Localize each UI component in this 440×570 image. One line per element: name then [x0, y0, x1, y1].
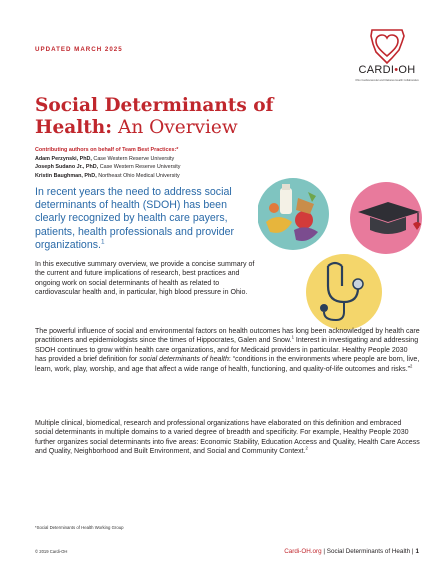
contributor-row: Kristin Baughman, PhD, Northeast Ohio Medical University: [35, 172, 180, 179]
paragraph-2: The powerful influence of social and environmental factors on health outcomes has long been acknowledged by health care practitioners and epidemiologists since the times of Hippocrates, Galen and Snow.$^1$ Interest in investigating and addressing SDOH continues to grow within health care organizations, and for Medicaid providers in particular. Healthy People 2030 has provided a brief definition for social determinants of health: “conditions in the environments where people are born, live, learn, work, play, worship, and age that affect a wide range of health, functioning, and quality-of-life outcomes and risks.”$^2$: [35, 328, 420, 373]
lead-paragraph: In recent years the need to address social determinants of health (SDOH) has been clearly recognized by health care payers, patients, health professionals and provider organizations.$^1$: [35, 186, 235, 251]
title-main: Social Determinants of Health:: [35, 95, 274, 138]
site-link[interactable]: Cardi-OH.org: [284, 548, 322, 555]
footer-title: | Social Determinants of Health |: [321, 548, 414, 555]
page-title: [35, 95, 335, 139]
logo-text-oh: OH: [398, 64, 416, 76]
food-icon: [258, 178, 329, 250]
copyright: © 2019 Cardi-OH: [35, 549, 68, 554]
contributor-row: Joseph Sudano Jr., PhD, Case Western Reserve University: [35, 164, 181, 171]
graduation-cap-icon: [350, 182, 422, 254]
paragraph-1: In this executive summary overview, we provide a concise summary of the current and future implications of research, best practices and ongoing work on social determinants of health as related to cardiovascular health and, in particular, high blood pressure in Ohio.: [35, 261, 255, 297]
page-footer: [284, 548, 419, 555]
logo-text-cardi: CARDI: [358, 64, 395, 76]
paragraph-3: Multiple clinical, biomedical, research and professional organizations have elaborated on this definition and embraced social determinants in multiple domains to a varied degree of breadth and specificity. For example, Healthy People 2030 further organizes social determinants into five areas: Economic Stability, Education Access and Quality, Health Care Access and Quality, Neighborhood and Built Environment, and Social and Community Context.$^2$: [35, 420, 420, 456]
title-sub: An Overview: [112, 117, 238, 138]
logo-dot: •: [394, 64, 399, 76]
contributor-row: Adam Perzynski, PhD, Case Western Reserve University: [35, 155, 175, 162]
cardi-oh-logo: [352, 26, 418, 98]
illustration-group: [258, 174, 438, 334]
ohio-heart-logo: [352, 26, 422, 66]
page-number: 1: [415, 548, 419, 555]
contributors: [35, 146, 285, 180]
updated-date: UPDATED MARCH 2025: [35, 46, 123, 53]
footnote: *Social Determinants of Health Working Group: [35, 525, 124, 530]
stethoscope-icon: [306, 254, 382, 330]
contributors-heading: Contributing authors on behalf of Team Best Practices:*: [35, 147, 179, 153]
logo-subtitle: Ohio Cardiovascular and Diabetes Health Collaborative: [355, 79, 419, 82]
